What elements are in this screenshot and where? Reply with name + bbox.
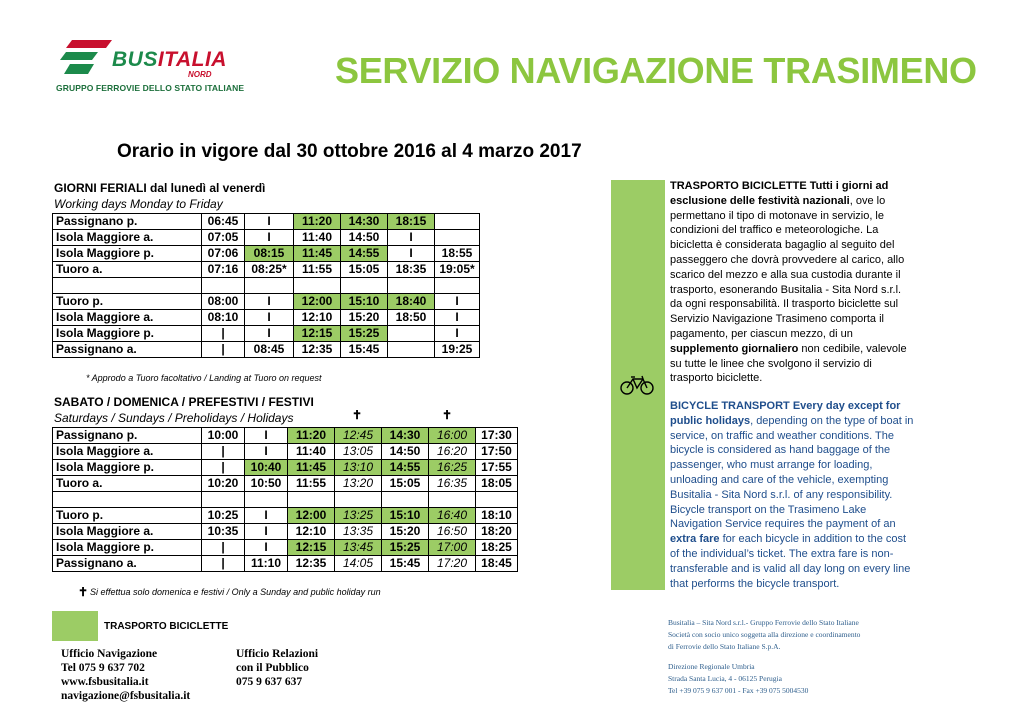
time-cell: 12:45 [335,428,382,444]
time-cell: 18:25 [476,540,518,556]
weekday-heading: GIORNI FERIALI dal lunedì al venerdì [54,181,266,195]
stop-name-cell: Tuoro p. [53,508,202,524]
time-cell: 14:30 [382,428,429,444]
time-cell: 13:45 [335,540,382,556]
table-row [53,262,480,278]
time-cell: 17:00 [429,540,476,556]
time-cell: 18:20 [476,524,518,540]
bike-en-body2: for each bicycle in addition to the cost of the individual’s ticket. The extra fare is non-transferable and is valid all day long on every line that performs the bicycle transport. [670,533,911,590]
time-cell: 16:25 [429,460,476,476]
weekday-timetable [52,213,480,358]
holiday-timetable [52,427,518,572]
footer-line: Tel +39 075 9 637 001 - Fax +39 075 5004530 [668,686,809,695]
legend-label: TRASPORTO BICICLETTE [104,621,229,632]
time-cell: 14:55 [382,460,429,476]
time-cell: 10:20 [202,476,245,492]
time-cell: 18:15 [388,214,435,230]
time-cell: | [202,460,245,476]
time-cell: 10:00 [202,428,245,444]
time-cell: 14:05 [335,556,382,572]
time-cell: I [435,326,480,342]
logo-sub: NORD [188,70,212,79]
time-cell: 11:55 [294,262,341,278]
stop-name-cell: Tuoro a. [53,262,202,278]
bike-it-body2: non cedibile, valevole su tutte le linee che svolgono il servizio di trasporto biciclette. [670,342,907,385]
time-cell: 17:55 [476,460,518,476]
time-cell: 16:40 [429,508,476,524]
time-cell: 15:20 [382,524,429,540]
time-cell: 11:55 [288,476,335,492]
time-cell: 13:35 [335,524,382,540]
time-cell: 14:50 [341,230,388,246]
time-cell: 13:20 [335,476,382,492]
time-cell [245,278,294,294]
weekday-subheading: Working days Monday to Friday [54,197,223,211]
time-cell: 11:10 [245,556,288,572]
time-cell: 07:06 [202,246,245,262]
fs-logo-icon [58,40,112,76]
time-cell: 08:00 [202,294,245,310]
time-cell: 08:25* [245,262,294,278]
time-cell: I [388,246,435,262]
footer-line: Busitalia – Sita Nord s.r.l.- Gruppo Ferrovie dello Stato Italiane [668,618,859,627]
bike-en-body1: , depending on the type of boat in service, on traffic and weather conditions. The bicycle is considered as hand baggage of the passenger, who must arrange for loading, unloading and care of the vehicle, exempting Busitalia - Sita Nord s.r.l. of any responsibility. Bicycle transport on the Trasimeno Lake Navigation Service requires the payment of an [670,414,914,531]
stop-name-cell: Passignano a. [53,556,202,572]
footer-line: Società con socio unico soggetta alla direzione e coordinamento [668,630,861,639]
time-cell: 12:35 [294,342,341,358]
time-cell: 16:00 [429,428,476,444]
time-cell: 15:20 [341,310,388,326]
legend-swatch [52,611,98,641]
time-cell [388,278,435,294]
time-cell: 11:20 [288,428,335,444]
table-row [53,444,518,460]
footer-line: di Ferrovie dello Stato Italiane S.p.A. [668,642,781,651]
holiday-heading: SABATO / DOMENICA / PREFESTIVI / FESTIVI [54,395,314,409]
time-cell: | [202,444,245,460]
bike-info-italian [670,179,915,386]
table-row [53,342,480,358]
stop-name-cell: Isola Maggiore p. [53,540,202,556]
time-cell [288,492,335,508]
table-row [53,476,518,492]
office-rel-tel: 075 9 637 637 [236,676,303,688]
time-cell: I [435,310,480,326]
holiday-note: Si effettua solo domenica e festivi / Only a Sunday and public holiday run [90,587,381,597]
time-cell [388,342,435,358]
time-cell [294,278,341,294]
stop-name-cell: Passignano a. [53,342,202,358]
time-cell: 18:40 [388,294,435,310]
office-nav-tel: Tel 075 9 637 702 [61,662,145,674]
office-navigazione [61,647,190,703]
time-cell [202,492,245,508]
time-cell: 10:25 [202,508,245,524]
time-cell: 08:15 [245,246,294,262]
holiday-subheading: Saturdays / Sundays / Preholidays / Holidays [54,411,294,425]
time-cell: 11:40 [294,230,341,246]
time-cell: | [202,540,245,556]
bike-en-bold: extra fare [670,533,720,546]
stop-name-cell: Isola Maggiore a. [53,444,202,460]
time-cell: 12:10 [288,524,335,540]
validity-period: Orario in vigore dal 30 ottobre 2016 al 4 marzo 2017 [117,141,582,162]
office-nav-mail[interactable]: navigazione@fsbusitalia.it [61,690,191,702]
time-cell [435,278,480,294]
page-title: SERVIZIO NAVIGAZIONE TRASIMENO [335,50,977,91]
stop-name-cell: Isola Maggiore a. [53,524,202,540]
bike-it-heading: TRASPORTO BICICLETTE Tutti i giorni ad esclusione delle festività nazionali [670,180,889,207]
table-row [53,540,518,556]
time-cell: 18:45 [476,556,518,572]
stop-name-cell: Isola Maggiore p. [53,460,202,476]
time-cell: I [245,428,288,444]
office-nav-title: Ufficio Navigazione [61,648,158,660]
logo-group-label: GRUPPO FERROVIE DELLO STATO ITALIANE [56,83,245,93]
footer-line: Strada Santa Lucia, 4 - 06125 Perugia [668,674,782,683]
time-cell: 13:25 [335,508,382,524]
time-cell [382,492,429,508]
time-cell: 15:10 [382,508,429,524]
time-cell: 10:35 [202,524,245,540]
table-row [53,230,480,246]
table-row [53,310,480,326]
stop-name-cell: Passignano p. [53,214,202,230]
stop-name-cell: Isola Maggiore p. [53,246,202,262]
stop-name-cell: Isola Maggiore a. [53,310,202,326]
table-row [53,246,480,262]
table-row [53,460,518,476]
time-cell: 18:35 [388,262,435,278]
time-cell: 07:16 [202,262,245,278]
time-cell: 13:05 [335,444,382,460]
time-cell: 10:40 [245,460,288,476]
bike-it-body1: , ove lo permettano il tipo di motonave in servizio, le condizioni del traffico e meteorologiche. La bicicletta è considerata bagaglio al seguito del passeggero che dovrà provvedere al carico, allo scarico del mezzo e alla sua custodia durante il trasporto, esonerando Busitalia - Sita Nord s.r.l. da ogni responsabilità. Il trasporto biciclette sul Servizio Navigazione Trasimeno comporta il pagamento, per ciascun mezzo, di un [670,194,905,340]
dagger-note-mark: ✝ [78,585,89,599]
office-relazioni [236,647,318,689]
time-cell: I [245,294,294,310]
time-cell [202,278,245,294]
time-cell: I [245,444,288,460]
time-cell: 11:40 [288,444,335,460]
time-cell: 10:50 [245,476,288,492]
time-cell [435,214,480,230]
time-cell: 15:25 [341,326,388,342]
company-footer [668,617,860,697]
footer-line: Direzione Regionale Umbria [668,662,755,671]
time-cell: 15:05 [382,476,429,492]
time-cell: 16:35 [429,476,476,492]
time-cell: I [245,310,294,326]
time-cell: | [202,342,245,358]
time-cell: I [245,524,288,540]
bicycle-icon [620,374,654,396]
table-row [53,556,518,572]
stop-name-cell: Passignano p. [53,428,202,444]
logo-wordmark: BUSITALIA [112,48,227,71]
stop-name-cell: Tuoro p. [53,294,202,310]
time-cell [245,492,288,508]
time-cell: 15:05 [341,262,388,278]
time-cell: I [245,326,294,342]
time-cell [341,278,388,294]
time-cell [476,492,518,508]
dagger-mark-1: ✝ [352,408,363,422]
table-row [53,326,480,342]
time-cell: I [245,508,288,524]
time-cell: 12:00 [288,508,335,524]
time-cell: I [388,230,435,246]
time-cell: 11:45 [294,246,341,262]
stop-name-cell: Isola Maggiore p. [53,326,202,342]
time-cell [429,492,476,508]
time-cell: 12:15 [294,326,341,342]
table-spacer-row [53,492,518,508]
table-row [53,428,518,444]
time-cell: | [202,326,245,342]
time-cell: 11:45 [288,460,335,476]
time-cell: 18:55 [435,246,480,262]
time-cell: 08:10 [202,310,245,326]
table-spacer-row [53,278,480,294]
time-cell: 08:45 [245,342,294,358]
time-cell: 19:05* [435,262,480,278]
time-cell: 14:50 [382,444,429,460]
table-row [53,294,480,310]
time-cell: 07:05 [202,230,245,246]
bike-info-english [670,399,915,591]
time-cell: 17:50 [476,444,518,460]
time-cell: 16:20 [429,444,476,460]
stop-name-cell [53,278,202,294]
stop-name-cell [53,492,202,508]
time-cell: 17:20 [429,556,476,572]
time-cell: 15:10 [341,294,388,310]
time-cell: 18:50 [388,310,435,326]
time-cell: 12:15 [288,540,335,556]
time-cell: 16:50 [429,524,476,540]
office-rel-line2: con il Pubblico [236,662,309,674]
table-row [53,524,518,540]
time-cell: 12:00 [294,294,341,310]
weekday-note: * Approdo a Tuoro facoltativo / Landing at Tuoro on request [86,373,322,383]
office-nav-web[interactable]: www.fsbusitalia.it [61,676,149,688]
bike-it-bold: supplemento giornaliero [670,342,799,355]
time-cell: 12:10 [294,310,341,326]
time-cell [388,326,435,342]
time-cell: 06:45 [202,214,245,230]
time-cell: 18:10 [476,508,518,524]
time-cell: 19:25 [435,342,480,358]
time-cell: | [202,556,245,572]
time-cell: I [245,540,288,556]
stop-name-cell: Isola Maggiore a. [53,230,202,246]
dagger-mark-2: ✝ [442,408,453,422]
time-cell: 15:45 [341,342,388,358]
time-cell: 13:10 [335,460,382,476]
table-row [53,214,480,230]
time-cell: I [435,294,480,310]
time-cell: I [245,214,294,230]
time-cell: 11:20 [294,214,341,230]
stop-name-cell: Tuoro a. [53,476,202,492]
time-cell: 12:35 [288,556,335,572]
time-cell: 17:30 [476,428,518,444]
time-cell: 14:55 [341,246,388,262]
time-cell: 15:45 [382,556,429,572]
time-cell [435,230,480,246]
time-cell: 14:30 [341,214,388,230]
time-cell: I [245,230,294,246]
table-row [53,508,518,524]
office-rel-title: Ufficio Relazioni [236,648,319,660]
time-cell [335,492,382,508]
time-cell: 15:25 [382,540,429,556]
time-cell: 18:05 [476,476,518,492]
bike-en-heading: BICYCLE TRANSPORT Every day except for public holidays [670,400,901,427]
